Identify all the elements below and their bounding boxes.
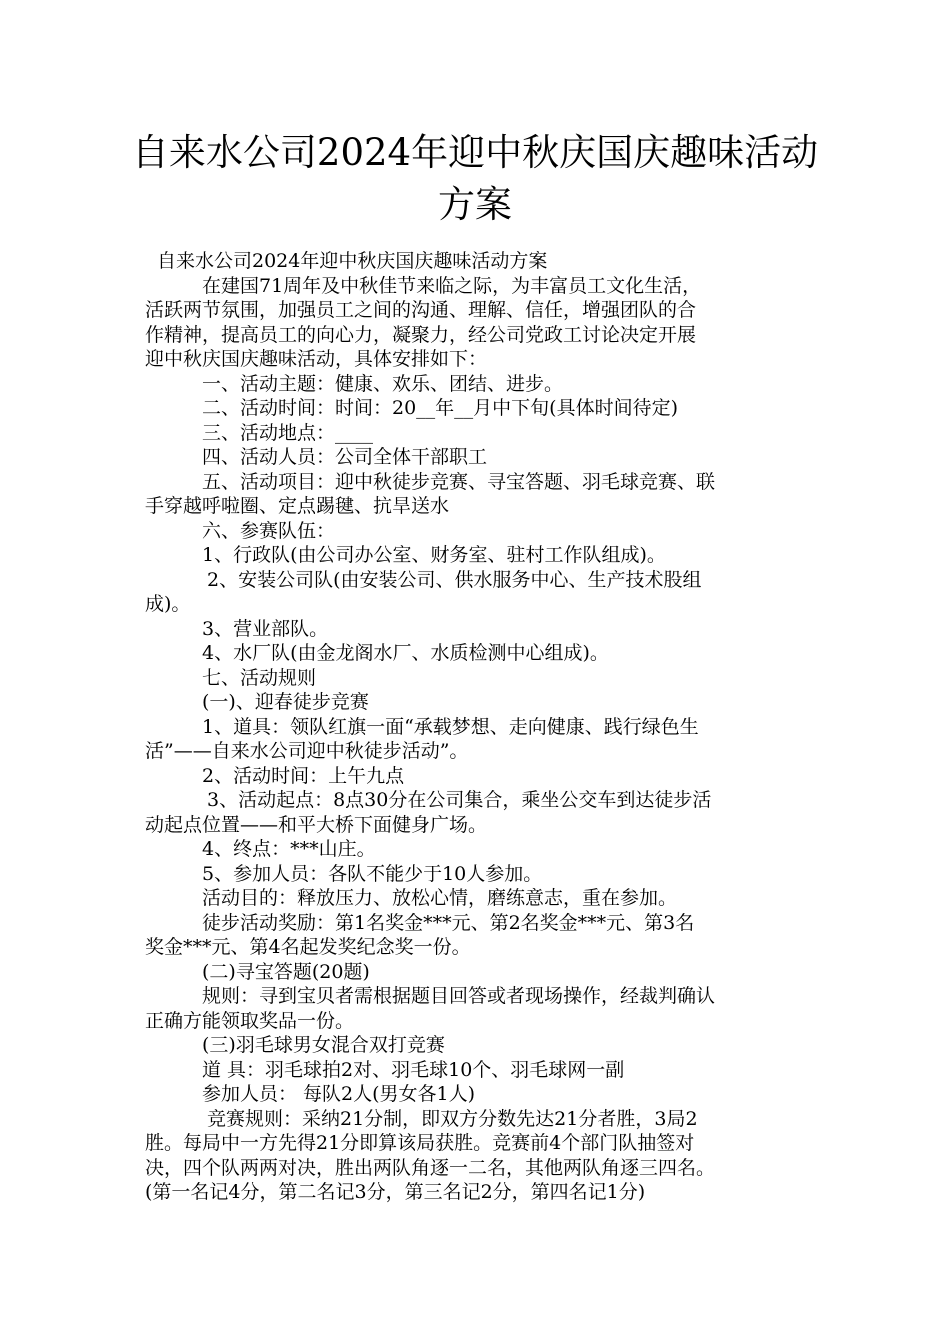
body-line: 1、道具：领队红旗一面“承载梦想、走向健康、践行绿色生 [202, 715, 699, 738]
body-line: 4、终点：***山庄。 [202, 838, 376, 860]
body-line: (一)、迎春徒步竞赛 [202, 691, 369, 713]
body-line: 正确方能领取奖品一份。 [145, 1009, 355, 1032]
body-line: 作精神，提高员工的向心力，凝聚力，经公司党政工讨论决定开展 [145, 323, 697, 346]
body-line: 动起点位置——和平大桥下面健身广场。 [145, 813, 488, 836]
body-line: 四、活动人员：公司全体干部职工 [202, 446, 488, 468]
body-line: 手穿越呼啦圈、定点踢毽、抗旱送水 [145, 495, 450, 517]
body-line: 活”——自来水公司迎中秋徒步活动”。 [145, 740, 469, 762]
body-line: 迎中秋庆国庆趣味活动，具体安排如下： [145, 348, 488, 370]
body-line: 活跃两节氛围，加强员工之间的沟通、理解、信任，增强团队的合 [145, 299, 697, 321]
body-line: 三、活动地点：____ [202, 421, 374, 444]
body-line: 徒步活动奖励：第1名奖金***元、第2名奖金***元、第3名 [202, 911, 695, 934]
document-title-line-1: 自来水公司2024年迎中秋庆国庆趣味活动 [131, 131, 819, 174]
body-line: 二、活动时间：时间：20__年__月中下旬(具体时间待定) [202, 397, 679, 419]
body-line: 五、活动项目：迎中秋徒步竞赛、寻宝答题、羽毛球竞赛、联 [202, 470, 716, 493]
body-line: 规则：寻到宝贝者需根据题目回答或者现场操作，经裁判确认 [202, 985, 716, 1007]
body-line: 六、参赛队伍： [202, 519, 336, 542]
body-line: 2、安装公司队(由安装公司、供水服务中心、生产技术股组 [207, 568, 702, 591]
body-line: 七、活动规则 [202, 666, 317, 689]
body-line: 竞赛规则：采纳21分制，即双方分数先达21分者胜，3局2 [207, 1107, 698, 1130]
body-line: 参加人员： 每队2人(男女各1人) [202, 1083, 476, 1105]
body-line: 决，四个队两两对决，胜出两队角逐一二名，其他两队角逐三四名。 [145, 1156, 716, 1179]
body-line: 一、活动主题：健康、欢乐、团结、进步。 [202, 372, 564, 395]
body-line: 4、水厂队(由金龙阁水厂、水质检测中心组成)。 [202, 642, 609, 664]
document-title-line-2: 方案 [438, 183, 512, 226]
body-line: 胜。每局中一方先得21分即算该局获胜。竞赛前4个部门队抽签对 [145, 1132, 695, 1154]
body-line: 3、营业部队。 [202, 617, 329, 640]
body-line: 1、行政队(由公司办公室、财务室、驻村工作队组成)。 [202, 544, 666, 566]
document-body [145, 249, 815, 1205]
body-line: 自来水公司2024年迎中秋庆国庆趣味活动方案 [157, 250, 548, 272]
body-line: (三)羽毛球男女混合双打竞赛 [202, 1034, 445, 1056]
body-line: 在建国71周年及中秋佳节来临之际，为丰富员工文化生活， [202, 274, 702, 297]
body-line: 成)。 [145, 593, 191, 615]
body-line: (第一名记4分，第二名记3分，第三名记2分，第四名记1分) [145, 1181, 646, 1203]
body-line: 道 具：羽毛球拍2对、羽毛球10个、羽毛球网一副 [202, 1058, 625, 1081]
body-line: 3、活动起点：8点30分在公司集合，乘坐公交车到达徒步活 [207, 789, 712, 811]
body-line: 5、参加人员：各队不能少于10人参加。 [202, 862, 543, 885]
body-line: 活动目的：释放压力、放松心情，磨练意志，重在参加。 [202, 887, 678, 909]
body-line: 2、活动时间：上午九点 [202, 764, 405, 787]
body-line: 奖金***元、第4名起发奖纪念奖一份。 [145, 936, 471, 958]
body-line: (二)寻宝答题(20题) [202, 960, 370, 983]
